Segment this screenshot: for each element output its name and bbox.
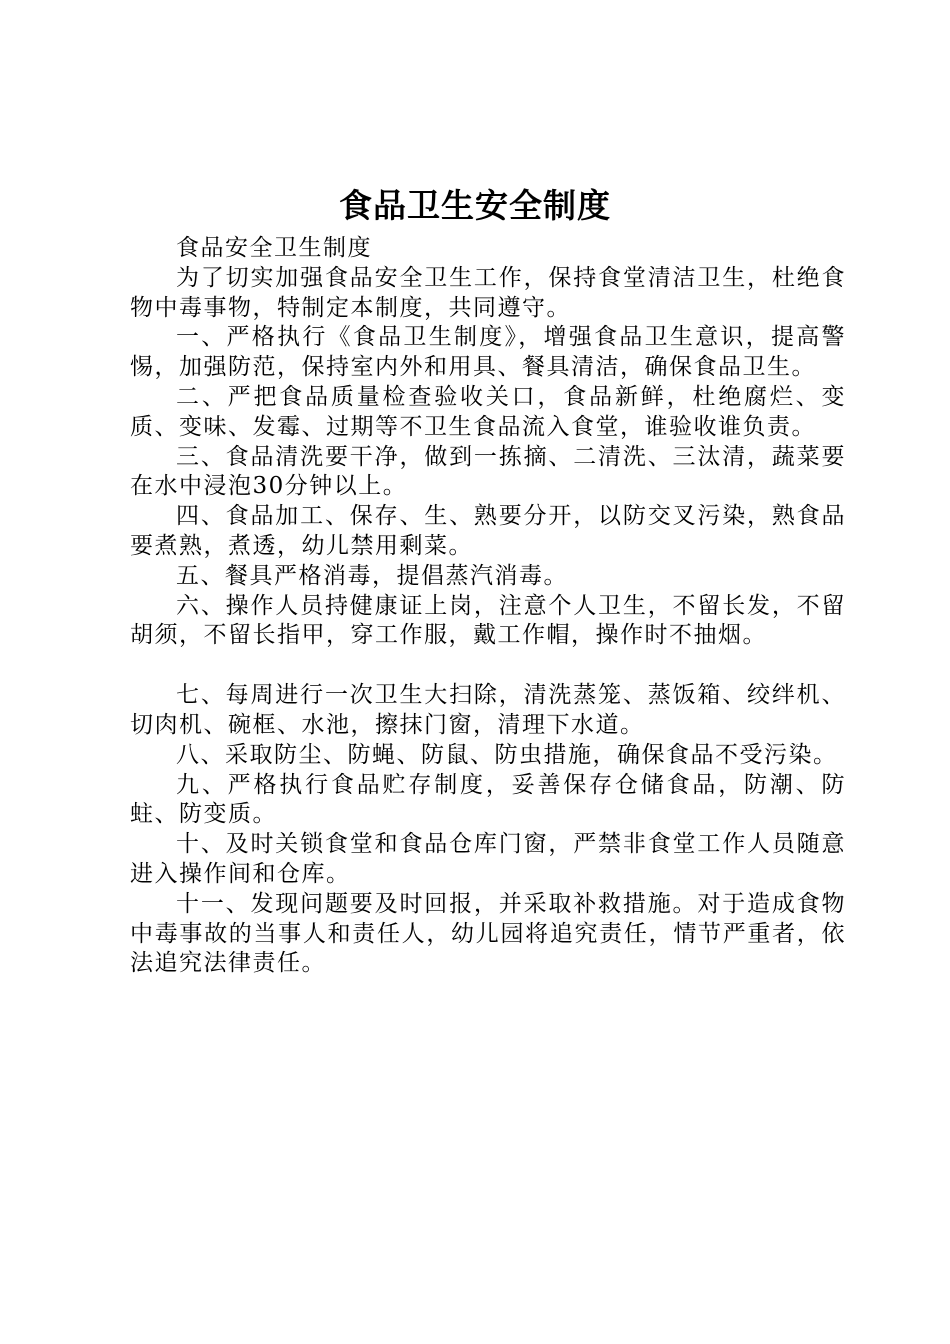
paragraph-rule-9: 九、严格执行食品贮存制度，妥善保存仓储食品，防潮、防蛀、防变质。 <box>130 771 846 828</box>
paragraph-rule-1: 一、严格执行《食品卫生制度》，增强食品卫生意识，提高警惕，加强防范，保持室内外和用具、餐具清洁，确保食品卫生。 <box>130 324 846 381</box>
paragraph-rule-5: 五、餐具严格消毒，提倡蒸汽消毒。 <box>176 562 568 589</box>
paragraph-rule-8: 八、采取防尘、防蝇、防鼠、防虫措施，确保食品不受污染。 <box>176 741 838 768</box>
document-title: 食品卫生安全制度 <box>339 186 611 225</box>
paragraph-rule-4: 四、食品加工、保存、生、熟要分开，以防交叉污染，熟食品要煮熟，煮透，幼儿禁用剩菜。 <box>130 503 846 559</box>
paragraph-rule-10: 十、及时关锁食堂和食品仓库门窗，严禁非食堂工作人员随意进入操作间和仓库。 <box>130 831 846 887</box>
paragraph-rule-3: 三、食品清洗要干净，做到一拣摘、二清洗、三汰清，蔬菜要在水中浸泡30分钟以上。 <box>130 443 846 500</box>
paragraph-subtitle: 食品安全卫生制度 <box>176 235 372 261</box>
paragraph-rule-6: 六、操作人员持健康证上岗，注意个人卫生，不留长发，不留胡须，不留长指甲，穿工作服，戴工作帽，操作时不抽烟。 <box>130 592 846 649</box>
paragraph-intro: 为了切实加强食品安全卫生工作，保持食堂清洁卫生，杜绝食物中毒事物，特制定本制度，共同遵守。 <box>130 264 846 321</box>
paragraph-rule-11: 十一、发现问题要及时回报，并采取补救措施。对于造成食物中毒事故的当事人和责任人，幼儿园将追究责任，情节严重者，依法追究法律责任。 <box>130 890 846 977</box>
document-body <box>130 234 846 979</box>
paragraph-rule-2: 二、严把食品质量检查验收关口，食品新鲜，杜绝腐烂、变质、变味、发霉、过期等不卫生食品流入食堂，谁验收谁负责。 <box>130 383 846 440</box>
paragraph-rule-7: 七、每周进行一次卫生大扫除，清洗蒸笼、蒸饭箱、绞绊机、切肉机、碗框、水池，擦抹门窗，清理下水道。 <box>130 682 846 738</box>
